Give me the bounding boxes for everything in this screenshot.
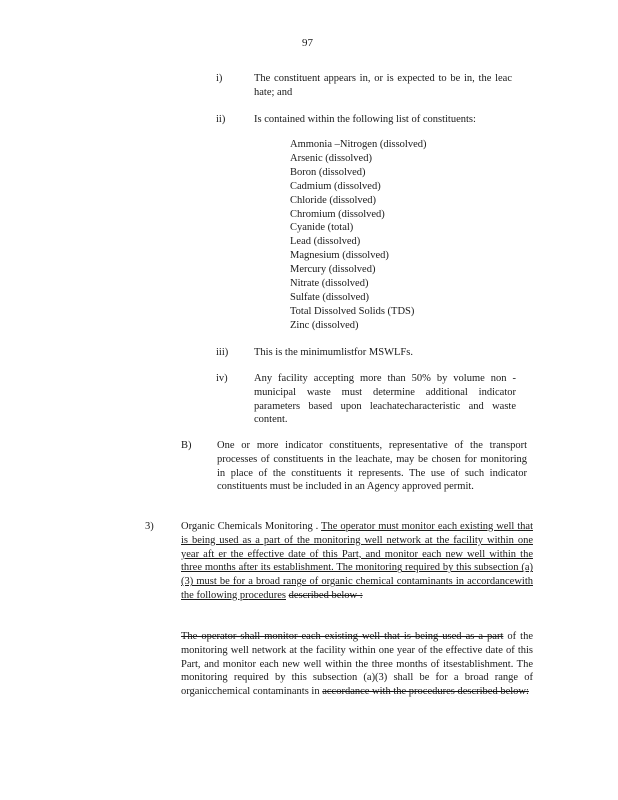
- item-ii-marker: ii): [216, 114, 226, 125]
- constituent-item: Chromium (dissolved): [290, 208, 385, 220]
- constituent-item: Total Dissolved Solids (TDS): [290, 305, 415, 317]
- item-iv-marker: iv): [216, 373, 228, 384]
- constituent-item: Cyanide (total): [290, 222, 354, 234]
- constituent-item: Cadmium (dissolved): [290, 180, 381, 192]
- section-3-heading: Organic Chemicals Monitoring: [181, 521, 313, 532]
- section-b-marker: B): [181, 440, 192, 451]
- item-iii-text: This is the minimumlistfor MSWLFs.: [254, 347, 413, 358]
- section-3-marker: 3): [145, 521, 154, 532]
- section-b-text: One or more indicator constituents, representative of the transport processes of constituents in the leachate, may be chosen for monitoring in place of the constituents it represents. The use of such indicator constituents must be included in an Agency approved permit.: [217, 440, 527, 493]
- constituent-list: [290, 138, 426, 333]
- constituent-item: Chloride (dissolved): [290, 194, 377, 206]
- constituent-item: Nitrate (dissolved): [290, 278, 369, 290]
- deleted-text: described below :: [288, 589, 363, 601]
- inserted-text-tail: ocedures: [248, 589, 286, 601]
- retained-text: of the monitoring well network at the facility within one year of the effective date of this Part, and monitor each new well within the three months of itsestablishment. The monitoring required by this subsection (a)(3) shall be for a broad range of organicchemical contaminants in: [181, 631, 534, 698]
- constituent-item: Arsenic (dissolved): [290, 152, 372, 164]
- section-3-paragraph: [181, 520, 533, 603]
- item-ii-text: Is contained within the following list of constituents:: [254, 114, 476, 125]
- constituent-item: Magnesium (dissolved): [290, 250, 389, 262]
- constituent-item: Lead (dissolved): [290, 236, 361, 248]
- constituent-item: Mercury (dissolved): [290, 264, 376, 276]
- page-number: 97: [302, 37, 313, 49]
- inserted-text: The operator must monitor each existing well that is being used as a part of the monitoring well network at the facility within one year aft er the effective date of this Part, and monitor each new well within the three months after its establishment. The monitoring required by this subsection (a)(3) must be for a broad range of organic chemical contaminants in accordancewith the following pr: [181, 521, 533, 601]
- item-iii-marker: iii): [216, 347, 229, 358]
- item-i-text: The constituent appears in, or is expected to be in, the leac hate; and: [254, 73, 512, 98]
- constituent-item: Boron (dissolved): [290, 166, 366, 178]
- constituent-item: Zinc (dissolved): [290, 319, 359, 331]
- section-3-separator: .: [315, 521, 319, 532]
- constituent-item: Ammonia –Nitrogen (dissolved): [290, 139, 427, 150]
- item-i-marker: i): [216, 73, 223, 84]
- constituent-item: Sulfate (dissolved): [290, 291, 370, 303]
- deleted-text-end: accordance with the procedures described below:: [322, 686, 529, 698]
- item-iv-text: Any facility accepting more than 50% by volume non - municipal waste must determine additional indicator parameters based upon leachatecharacteristic and waste content.: [254, 373, 516, 426]
- struck-paragraph: [181, 630, 533, 699]
- deleted-text-start: The operator shall monitor each existing well that is being used as a part: [181, 631, 504, 642]
